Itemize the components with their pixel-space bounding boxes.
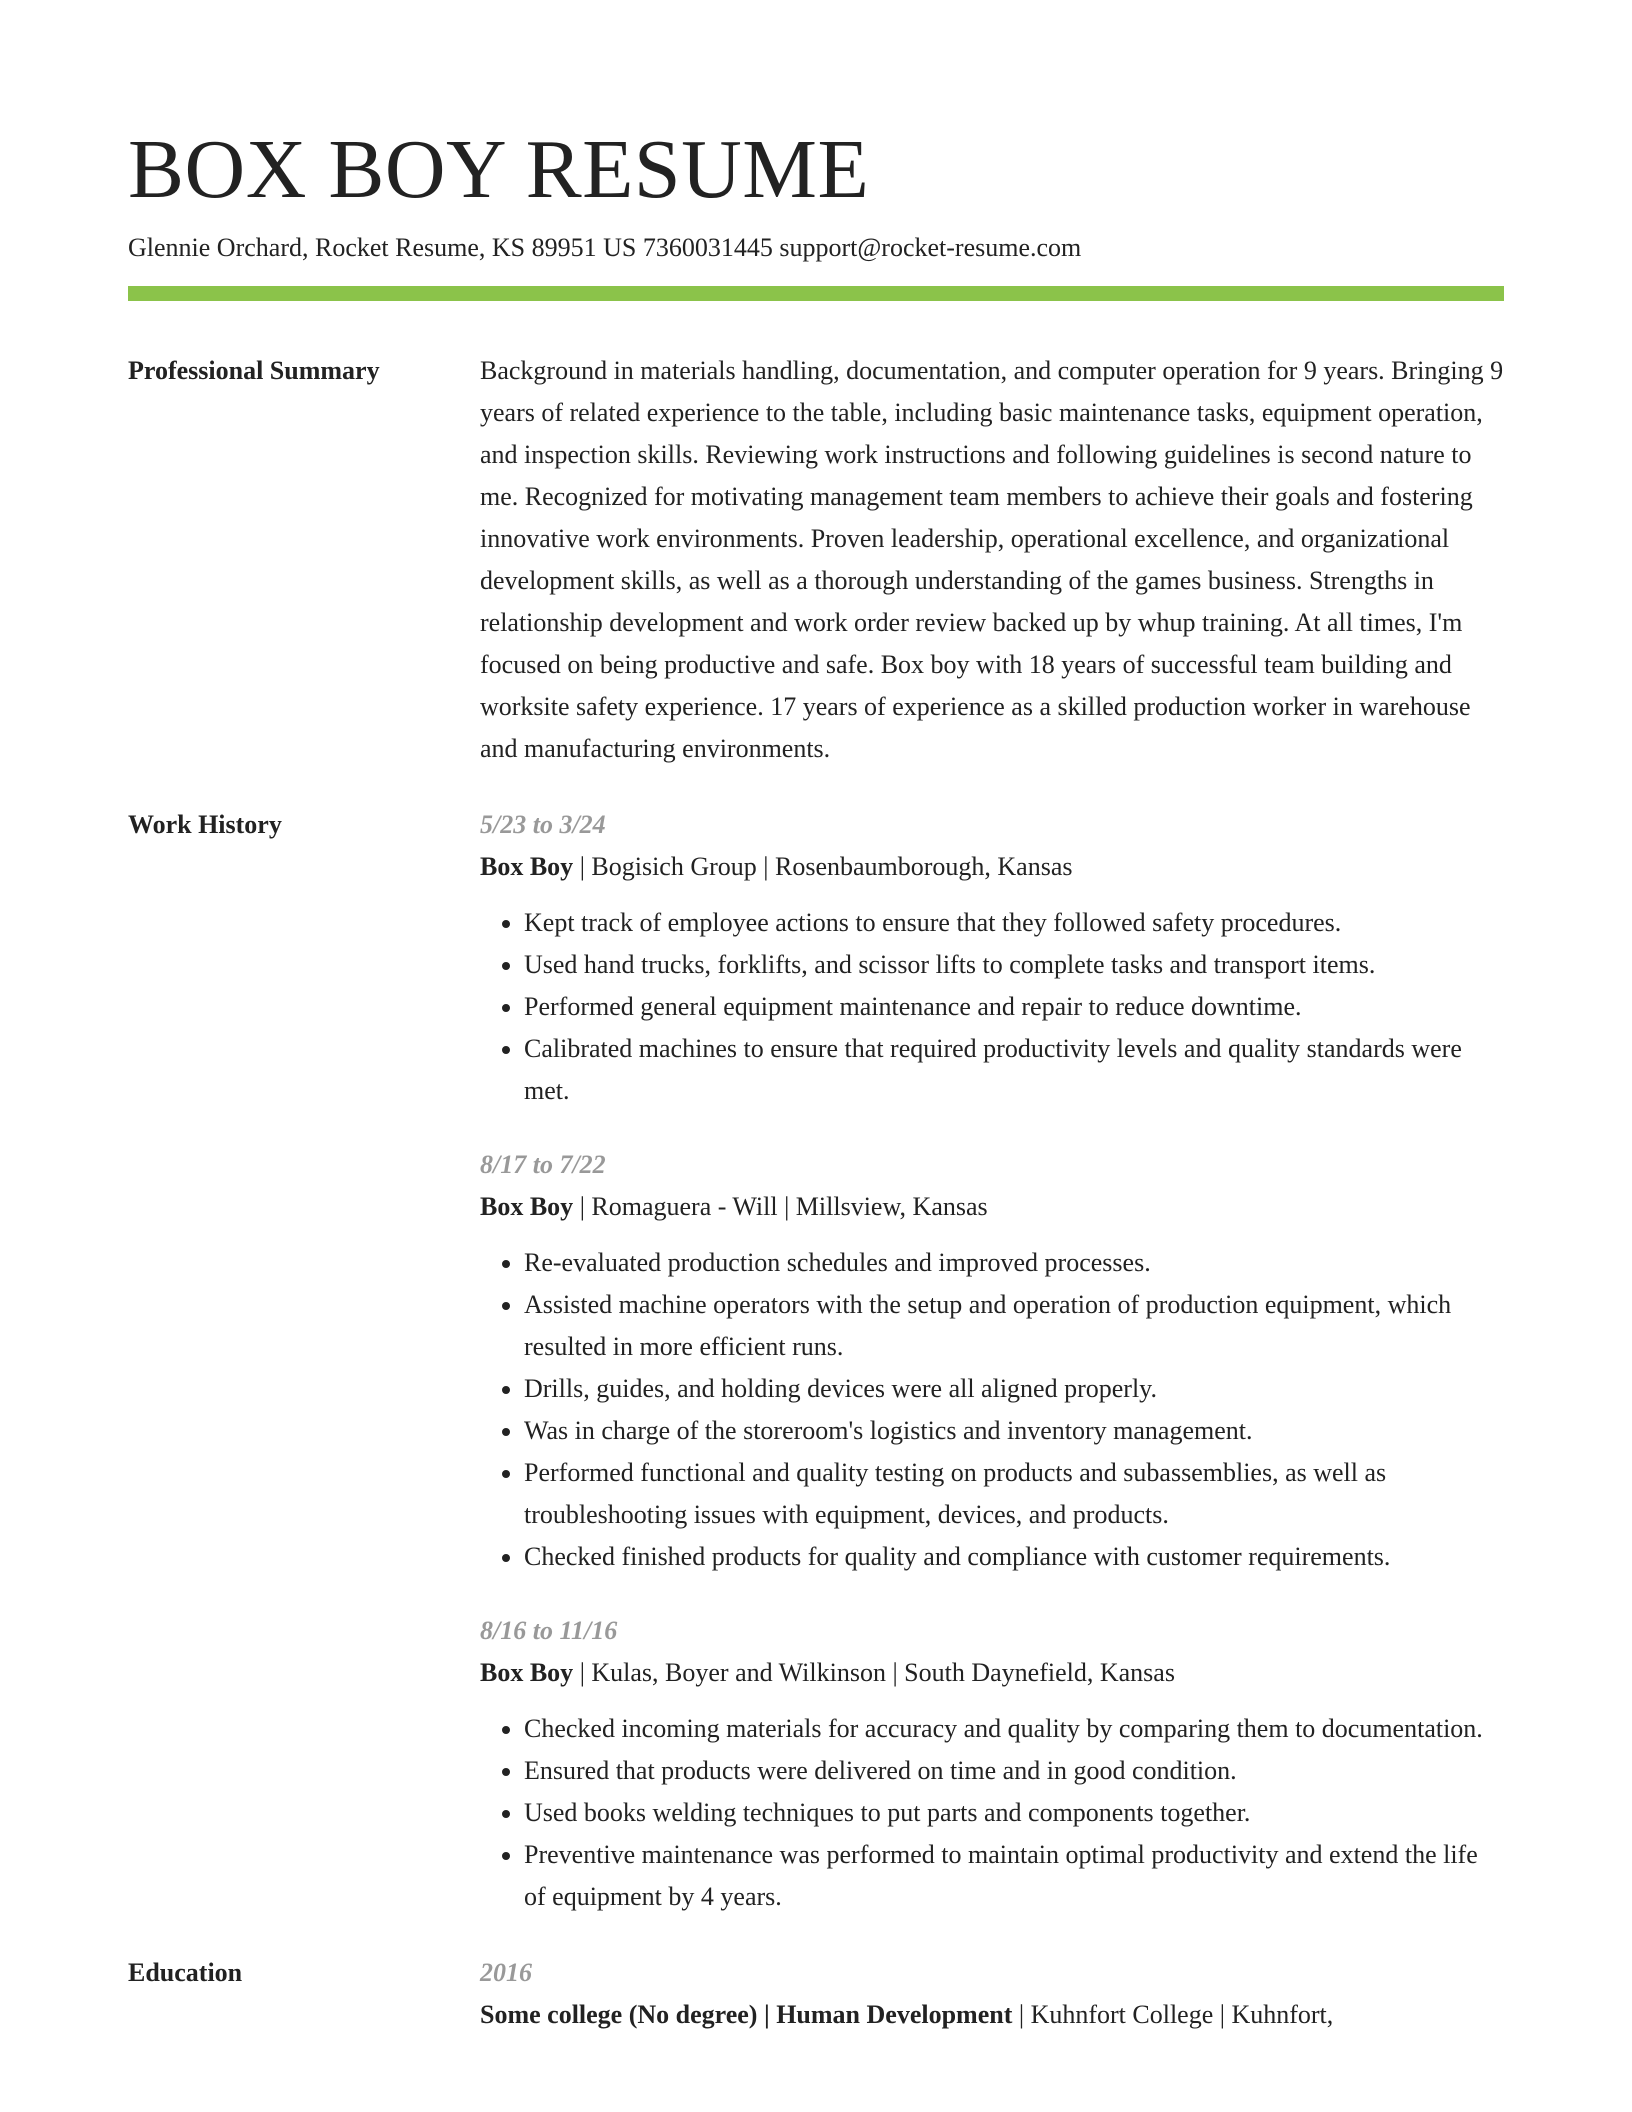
job-duty-item: • Re-evaluated production schedules and improved processes. bbox=[524, 1242, 1504, 1284]
contact-line: Glennie Orchard, Rocket Resume, KS 89951 US 7360031445 support@rocket-resume.com bbox=[128, 233, 1082, 262]
job-dates: 8/17 to 7/22 bbox=[480, 1150, 606, 1179]
education-section bbox=[128, 1952, 1504, 2036]
job-duty-item: • Checked finished products for quality and compliance with customer requirements. bbox=[524, 1536, 1504, 1578]
job-duty-item: • Performed general equipment maintenance and repair to reduce downtime. bbox=[524, 986, 1504, 1028]
job-dates: 8/16 to 11/16 bbox=[480, 1616, 618, 1645]
section-label-work-history: Work History bbox=[128, 810, 282, 839]
job-duty-item: • Assisted machine operators with the setup and operation of production equipment, which resulted in more efficient runs. bbox=[524, 1284, 1504, 1368]
section-label-professional-summary: Professional Summary bbox=[128, 356, 380, 385]
job-duty-item: • Preventive maintenance was performed to maintain optimal productivity and extend the life of equipment by 4 years. bbox=[524, 1834, 1504, 1918]
job-duty-item: • Was in charge of the storeroom's logistics and inventory management. bbox=[524, 1410, 1504, 1452]
education-degree: Some college (No degree) | Human Development bbox=[480, 2000, 1013, 2029]
job-duty-item: • Checked incoming materials for accuracy and quality by comparing them to documentation. bbox=[524, 1708, 1504, 1750]
work-history-body bbox=[480, 804, 1504, 1918]
job-header bbox=[480, 846, 1504, 888]
job-entry bbox=[480, 1144, 1504, 1578]
job-duties-list bbox=[480, 1242, 1504, 1578]
education-year: 2016 bbox=[480, 1958, 532, 1987]
job-employer-location: | Kulas, Boyer and Wilkinson | South Daynefield, Kansas bbox=[573, 1658, 1175, 1687]
job-duty-item: • Drills, guides, and holding devices were all aligned properly. bbox=[524, 1368, 1504, 1410]
job-duties-list bbox=[480, 902, 1504, 1112]
work-history-section bbox=[128, 804, 1504, 1918]
job-entry bbox=[480, 804, 1504, 1112]
job-employer-location: | Romaguera - Will | Millsview, Kansas bbox=[573, 1192, 988, 1221]
professional-summary-section bbox=[128, 350, 1504, 770]
job-duty-item: • Kept track of employee actions to ensure that they followed safety procedures. bbox=[524, 902, 1504, 944]
job-title: Box Boy bbox=[480, 1658, 574, 1687]
summary-text: Background in materials handling, documentation, and computer operation for 9 years. Bringing 9 years of related experience to the table, including basic maintenance tasks, equipment operation, and inspection skills. Reviewing work instructions and following guidelines is second nature to me. Recognized for motivating management team members to achieve their goals and fostering innovative work environments. Proven leadership, operational excellence, and organizational development skills, as well as a thorough understanding of the games business. Strengths in relationship development and work order review backed up by whup training. At all times, I'm focused on being productive and safe. Box boy with 18 years of successful team building and worksite safety experience. 17 years of experience as a skilled production worker in warehouse and manufacturing environments. bbox=[480, 356, 1504, 763]
job-duty-item: • Performed functional and quality testing on products and subassemblies, as well as troubleshooting issues with equipment, devices, and products. bbox=[524, 1452, 1504, 1536]
job-employer-location: | Bogisich Group | Rosenbaumborough, Kansas bbox=[573, 852, 1073, 881]
education-entry bbox=[480, 1994, 1504, 2036]
job-duty-item: • Used books welding techniques to put parts and components together. bbox=[524, 1792, 1504, 1834]
education-body bbox=[480, 1952, 1504, 2036]
job-title: Box Boy bbox=[480, 852, 574, 881]
section-label-education: Education bbox=[128, 1958, 243, 1987]
job-duty-item: • Used hand trucks, forklifts, and scissor lifts to complete tasks and transport items. bbox=[524, 944, 1504, 986]
job-header bbox=[480, 1652, 1504, 1694]
education-school-location: | Kuhnfort College | Kuhnfort, bbox=[1012, 2000, 1334, 2029]
job-dates: 5/23 to 3/24 bbox=[480, 810, 606, 839]
accent-divider bbox=[128, 286, 1504, 301]
resume-title: BOX BOY RESUME bbox=[128, 123, 870, 216]
job-duty-item: • Ensured that products were delivered on time and in good condition. bbox=[524, 1750, 1504, 1792]
resume-content bbox=[128, 350, 1504, 2070]
job-entry bbox=[480, 1610, 1504, 1918]
job-title: Box Boy bbox=[480, 1192, 574, 1221]
job-header bbox=[480, 1186, 1504, 1228]
professional-summary-body bbox=[480, 350, 1504, 770]
job-duty-item: • Calibrated machines to ensure that required productivity levels and quality standards were met. bbox=[524, 1028, 1504, 1112]
job-duties-list bbox=[480, 1708, 1504, 1918]
